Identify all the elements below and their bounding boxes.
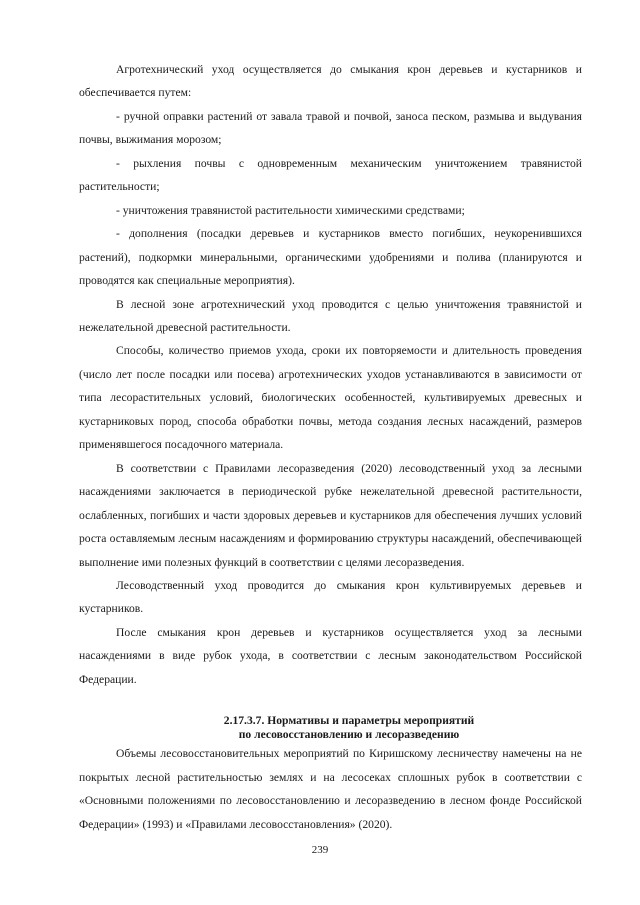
paragraph-agrotech-intro: Агротехнический уход осуществляется до смыкания крон деревьев и кустарников и обеспечивается путем: bbox=[79, 63, 582, 100]
paragraph-silvicultural-care: Лесоводственный уход проводится до смыкания крон культивируемых деревьев и кустарников. bbox=[79, 578, 582, 616]
paragraph-after-closure: После смыкания крон деревьев и кустарников осуществляется уход за лесными насаждениями в виде рубок ухода, в соответствии с лесным законодательством Российской Федерации. bbox=[79, 625, 582, 686]
paragraph-forest-zone: В лесной зоне агротехнический уход проводится с целью уничтожения травянистой и нежелательной древесной растительности. bbox=[79, 297, 582, 334]
paragraph-rules-2020: В соответствии с Правилами лесоразведения (2020) лесоводственный уход за лесными насаждениями заключается в периодической рубке нежелательной древесной растительности, ослабленных, погибших и части здоровых деревьев и кустарников для обеспечения лучших условий роста оставляемым лесным насаждениям и формированию структуры насаждений, обеспечивающей выполнение ими полезных функций в соответствии с целями лесоразведения. bbox=[79, 461, 582, 569]
list-item-chemical: - уничтожения травянистой растительности химическими средствами; bbox=[116, 203, 465, 217]
list-item-supplement: - дополнения (посадки деревьев и кустарников вместо погибших, неукоренившихся растений), подкормки минеральными, органическими удобрениями и полива (планируются и проводятся как специальные мероприятия). bbox=[79, 227, 582, 288]
list-item-manual-correction: - ручной оправки растений от завала травой и почвой, заноса песком, размыва и выдувания почвы, выжимания морозом; bbox=[79, 109, 582, 147]
section-heading-line-2: по лесовосстановлению и лесоразведению bbox=[238, 728, 460, 742]
page-number: 239 bbox=[311, 844, 329, 856]
paragraph-methods: Способы, количество приемов ухода, сроки их повторяемости и длительность проведения (число лет после посадки или посева) агротехнических уходов устанавливаются в зависимости от типа лесорастительных условий, биологических особенностей, культивируемых древесных и кустарниковых пород, способа обработки почвы, метода создания лесных насаждений, размеров применявшегося посадочного материала. bbox=[79, 344, 582, 452]
list-item-loosening: - рыхления почвы с одновременным механическим уничтожением травянистой растительности; bbox=[79, 156, 582, 194]
section-heading bbox=[79, 714, 582, 742]
body-text bbox=[79, 58, 582, 836]
paragraph-volumes: Объемы лесовосстановительных мероприятий по Киришскому лесничеству намечены на не покрытых лесной растительностью землях и на лесосеках сплошных рубок в соответствии с «Основными положениями по лесовосстановлению и лесоразведению в лесном фонде Российской Федерации» (1993) и «Правилами лесовосстановления» (2020). bbox=[79, 747, 582, 831]
section-heading-line-1: 2.17.3.7. Нормативы и параметры мероприятий bbox=[223, 714, 475, 728]
